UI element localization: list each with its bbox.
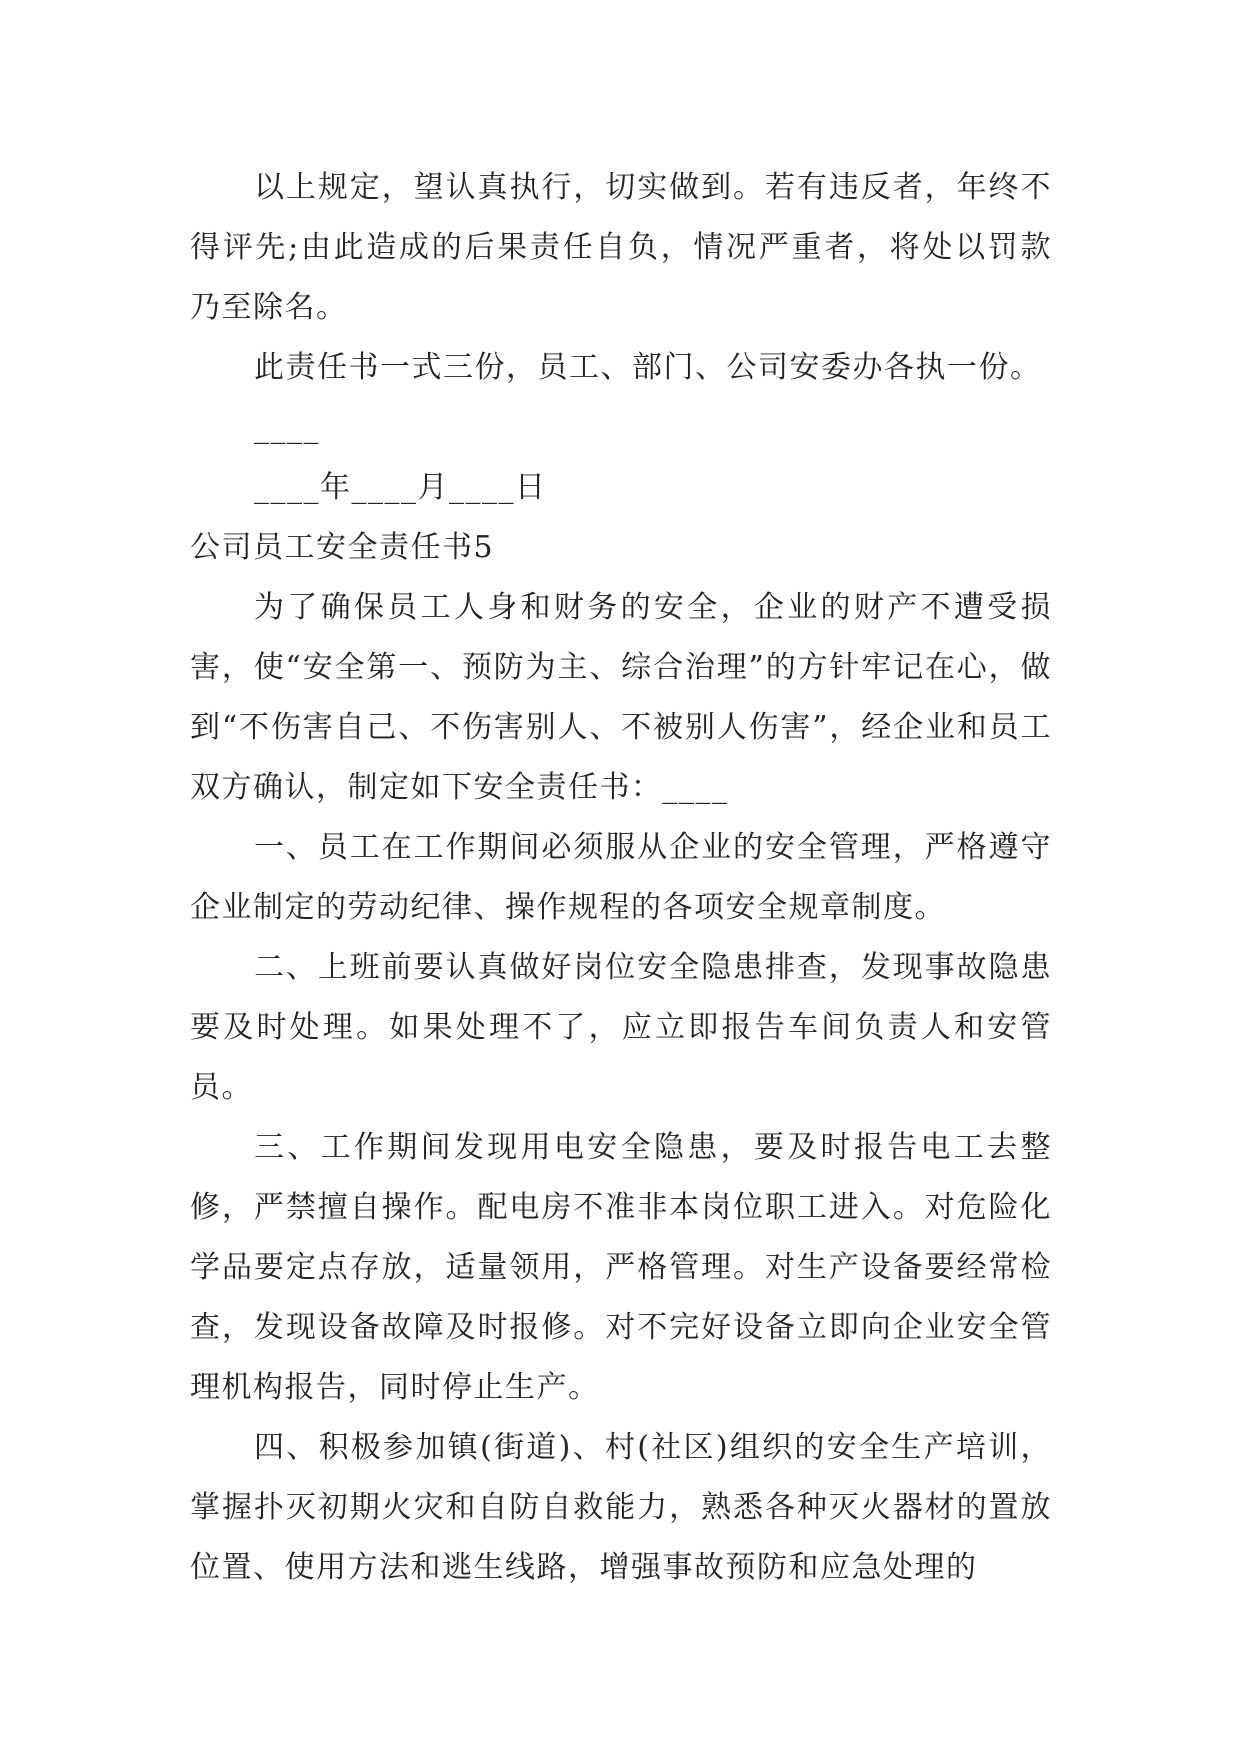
paragraph-copies-clause: 此责任书一式三份，员工、部门、公司安委办各执一份。 (254, 350, 1042, 385)
section-title: 公司员工安全责任书5 (190, 530, 495, 565)
paragraph-preamble: 为了确保员工人身和财务的安全，企业的财产不遭受损害，使“安全第一、预防为主、综合治理”的方针牢记在心，做到“不伤害自己、不伤害别人、不被别人伤害”，经企业和员工双方确认，制定如下安全责任书：____ (190, 590, 1052, 805)
date-blank: ____年____月____日 (254, 470, 547, 505)
document-body (190, 158, 1052, 1598)
paragraph-item-3: 三、工作期间发现用电安全隐患，要及时报告电工去整修，严禁擅自操作。配电房不准非本岗位职工进入。对危险化学品要定点存放，适量领用，严格管理。对生产设备要经常检查，发现设备故障及时报修。对不完好设备立即向企业安全管理机构报告，同时停止生产。 (190, 1130, 1052, 1405)
paragraph-item-4: 四、积极参加镇(街道)、村(社区)组织的安全生产培训，掌握扑灭初期火灾和自防自救能力，熟悉各种灭火器材的置放位置、使用方法和逃生线路，增强事故预防和应急处理的 (190, 1430, 1052, 1585)
signature-blank: ____ (254, 410, 320, 445)
paragraph-item-1: 一、员工在工作期间必须服从企业的安全管理，严格遵守企业制定的劳动纪律、操作规程的各项安全规章制度。 (190, 830, 1052, 925)
paragraph-penalty-clause: 以上规定，望认真执行，切实做到。若有违反者，年终不得评先;由此造成的后果责任自负，情况严重者，将处以罚款乃至除名。 (190, 170, 1052, 325)
paragraph-item-2: 二、上班前要认真做好岗位安全隐患排查，发现事故隐患要及时处理。如果处理不了，应立即报告车间负责人和安管员。 (190, 950, 1052, 1105)
